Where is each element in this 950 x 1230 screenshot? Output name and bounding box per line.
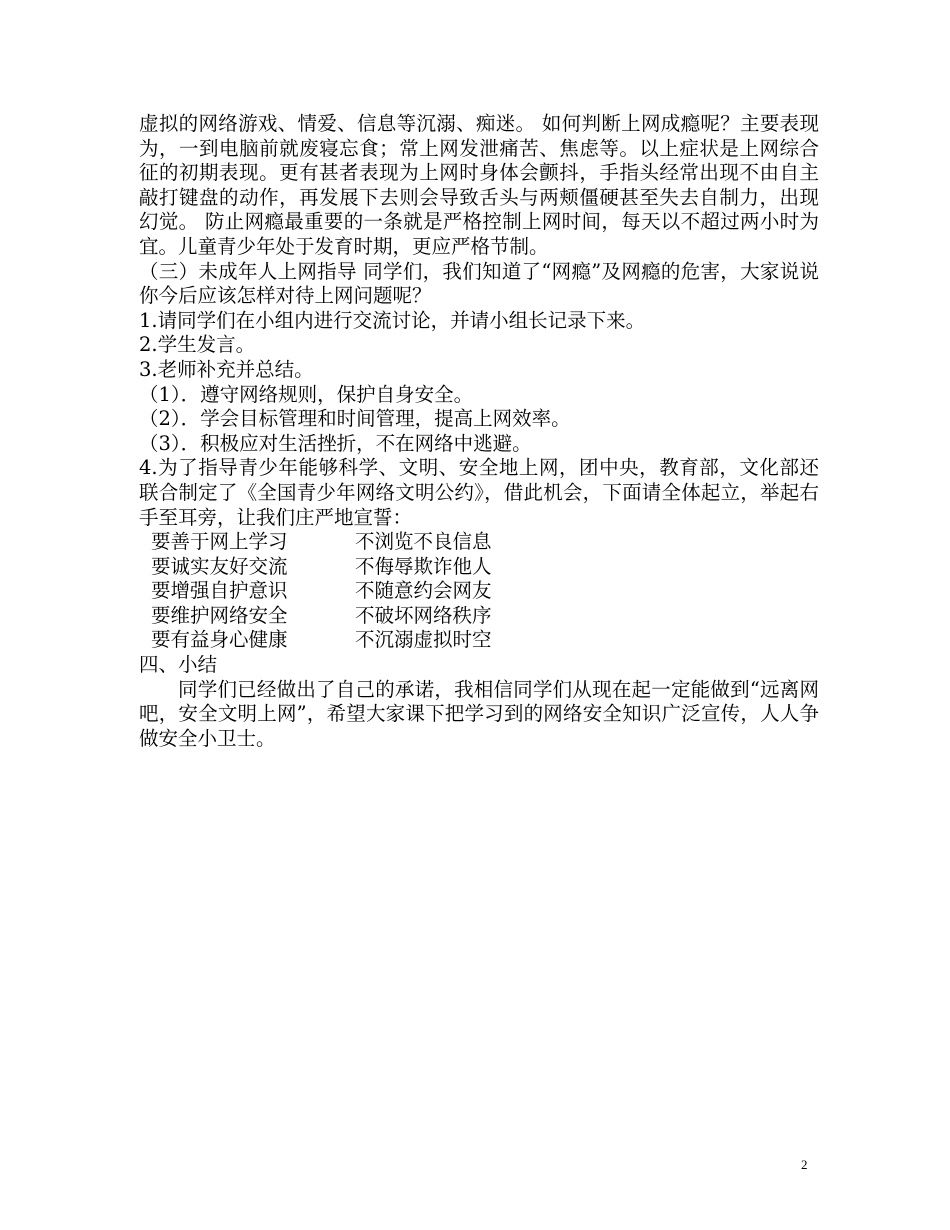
list-item-rule-3: （3）．积极应对生活挫折，不在网络中逃避。 — [139, 431, 532, 455]
pledge-row — [139, 530, 819, 555]
pledge-right-text: 不沉溺虚拟时空 — [355, 628, 492, 652]
list-item-student-speech: 2.学生发言。 — [139, 333, 256, 357]
pledge-right-text: 不侮辱欺诈他人 — [355, 554, 492, 578]
paragraph-internet-addiction: 虚拟的网络游戏、情爱、信息等沉溺、痴迷。 如何判断上网成瘾呢？主要表现为，一到电脑前就废寝忘食；常上网发泄痛苦、焦虑等。以上症状是上网综合征的初期表现。更有甚者表现为上网时身体会颤抖，手指头经常出现不由自主敲打键盘的动作，再发展下去则会导致舌头与两颊僵硬甚至失去自制力，出现幻觉。 防止网瘾最重要的一条就是严格控制上网时间，每天以不超过两小时为宜。儿童青少年处于发育时期，更应严格节制。 — [139, 112, 819, 258]
pledge-row — [139, 555, 819, 580]
list-item-discussion: 1.请同学们在小组内进行交流讨论，并请小组长记录下来。 — [139, 308, 646, 332]
paragraph-minor-guidance: （三）未成年人上网指导 同学们，我们知道了“网瘾”及网瘾的危害，大家说说你今后应该怎样对待上网问题呢？ — [139, 259, 819, 308]
pledge-right-text: 不浏览不良信息 — [355, 530, 492, 554]
pledge-right-text: 不随意约会网友 — [355, 579, 492, 603]
pledge-row — [139, 604, 819, 629]
page-number: 2 — [801, 1157, 808, 1172]
pledge-right-text: 不破坏网络秩序 — [355, 603, 492, 627]
pledge-table — [139, 530, 819, 653]
list-item-teacher-summary: 3.老师补充并总结。 — [139, 357, 314, 381]
pledge-left-text: 要维护网络安全 — [151, 603, 288, 627]
document-body — [139, 112, 819, 751]
list-item-rule-2: （2）．学会目标管理和时间管理，提高上网效率。 — [139, 407, 571, 431]
pledge-row — [139, 579, 819, 604]
paragraph-pledge-intro: 4.为了指导青少年能够科学、文明、安全地上网，团中央，教育部，文化部还联合制定了《全国青少年网络文明公约》，借此机会，下面请全体起立，举起右手至耳旁，让我们庄严地宣誓： — [139, 456, 819, 529]
paragraph-summary: 同学们已经做出了自己的承诺，我相信同学们从现在起一定能做到“远离网吧，安全文明上网”，希望大家课下把学习到的网络安全知识广泛宣传，人人争做安全小卫士。 — [139, 677, 819, 750]
pledge-left-text: 要增强自护意识 — [151, 579, 288, 603]
section-heading-summary: 四、小结 — [139, 653, 218, 677]
pledge-left-text: 要有益身心健康 — [151, 628, 288, 652]
pledge-row — [139, 628, 819, 653]
pledge-left-text: 要善于网上学习 — [151, 530, 288, 554]
list-item-rule-1: （1）．遵守网络规则，保护自身安全。 — [139, 382, 474, 406]
pledge-left-text: 要诚实友好交流 — [151, 554, 288, 578]
